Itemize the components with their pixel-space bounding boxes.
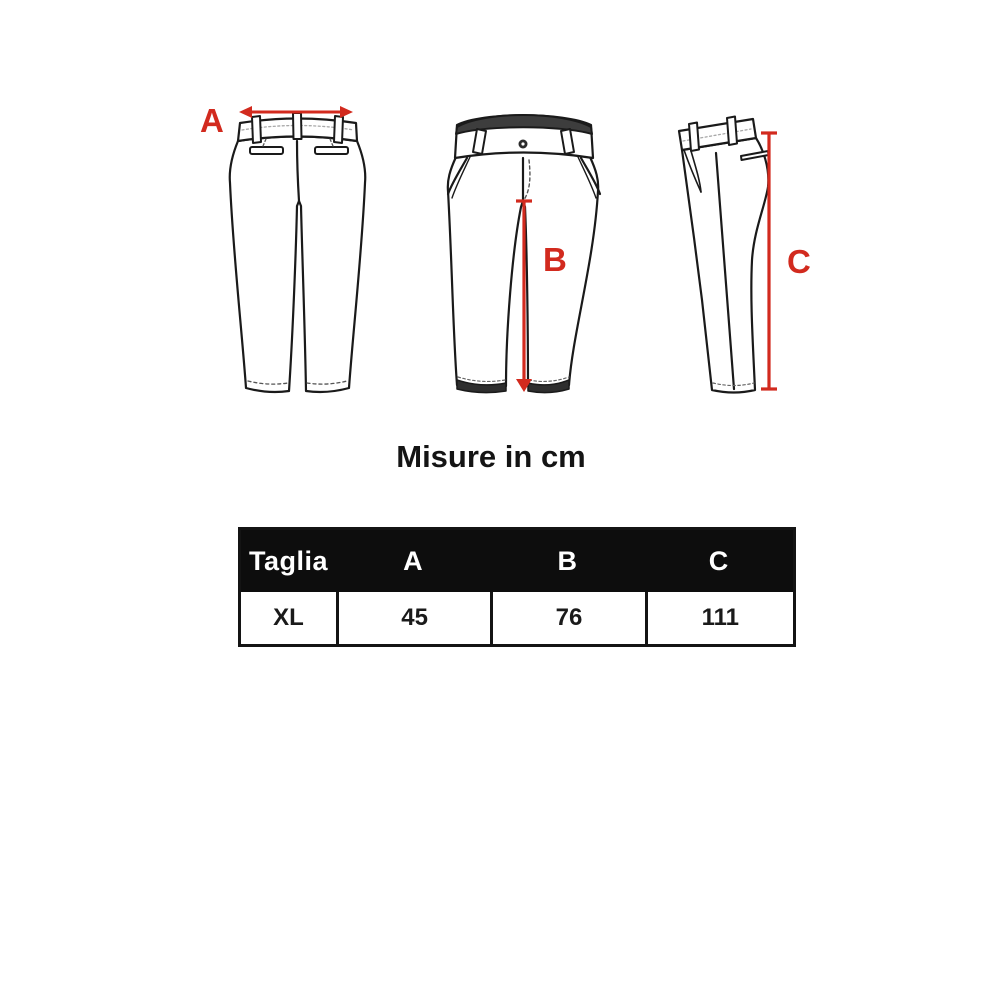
pants-back-view-drawing (230, 113, 365, 392)
header-cell-c: C (708, 545, 729, 576)
size-table (238, 527, 796, 647)
header-cell-taglia: Taglia (248, 545, 328, 576)
back-pocket-left (250, 147, 283, 154)
cell-size-value: XL (273, 604, 304, 631)
back-pocket-right (315, 147, 348, 154)
measurement-label-a: A (200, 102, 224, 139)
pants-diagram (0, 0, 1000, 430)
cell-measure-b: 76 (490, 592, 644, 644)
size-table-data-row (241, 592, 793, 644)
size-table-header-row (241, 530, 793, 592)
cell-measure-a: 45 (336, 592, 490, 644)
measurement-label-b: B (543, 241, 567, 278)
header-cell-a: A (403, 545, 424, 576)
cell-measure-c: 111 (645, 592, 793, 644)
header-cell-b: B (557, 545, 578, 576)
size-chart-title: Misure in cm (396, 439, 586, 474)
pants-side-view-drawing (679, 117, 769, 393)
measurement-label-c: C (787, 243, 811, 280)
